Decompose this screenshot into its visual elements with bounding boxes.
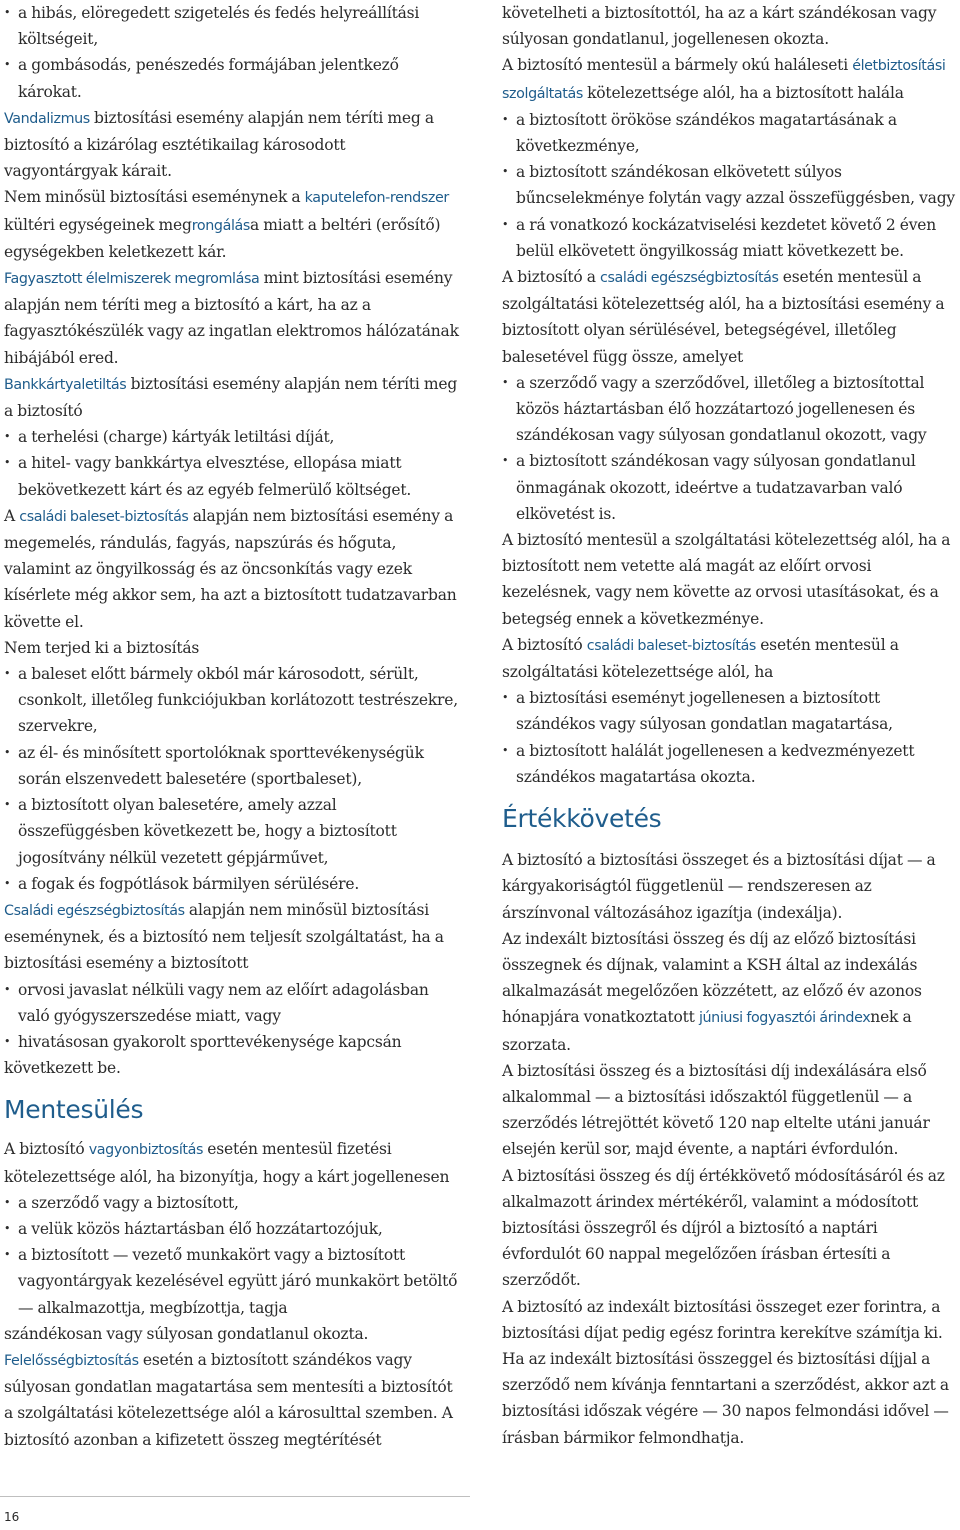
highlight-term: Felelősségbiztosítás (4, 1352, 139, 1369)
paragraph-text: A (4, 506, 20, 525)
bullet-list (4, 424, 460, 503)
highlight-term: vagyonbiztosítás (88, 1142, 204, 1159)
paragraph-nem-terjed: Nem terjed ki a biztosítás (4, 638, 200, 657)
highlight-term: rongálás (191, 217, 250, 234)
highlight-term: családi baleset-biztosítás (19, 508, 189, 525)
paragraph-text: kültéri egységeinek meg (4, 215, 192, 234)
paragraph-egeszseg (4, 897, 460, 977)
paragraph-text: a miatt a beltéri (erősítő) egységekben keletkezett kár. (4, 215, 441, 261)
highlight-term: Vandalizmus (4, 110, 90, 127)
paragraph-continuation: követelheti a biztosítottól, ha az a kárt szándékosan vagy súlyosan gondatlanul, jogellenesen okozta. (502, 4, 937, 49)
paragraph-text: Az indexált biztosítási összeg és díj az előző biztosítási összegnek és díjnak, valamint a KSH által az indexálás alkalmazását megelőzően közzétett, az előző év azonos hónapjára vonatkoztatott (502, 929, 922, 1027)
section-heading-ertekkovetes: Értékkövetés (502, 804, 662, 834)
paragraph-text: kötelezettsége alól, ha a biztosított halála (582, 83, 904, 102)
paragraph-text: esetén mentesül a szolgáltatási kötelezettsége alól, ha (502, 635, 899, 682)
list-item: • a gombásodás, penészedés formájában jelentkező károkat. (4, 52, 460, 104)
paragraph-baleset (502, 632, 958, 685)
paragraph-egeszseg (502, 264, 958, 370)
paragraph-text: A biztosító a (502, 268, 600, 287)
paragraph-text: biztosítási esemény alapján nem téríti meg a biztosító a kizárólag esztétikailag károsodott vagyontárgyak kárait. (4, 108, 434, 181)
list-item: • a terhelési (charge) kártyák letiltási díját, (4, 424, 460, 450)
list-item: • a biztosított olyan balesetére, amely azzal összefüggésben következett be, hogy a biztosított jogosítvány nélkül vezetett gépjárművet, (4, 792, 460, 871)
list-item: • a baleset előtt bármely okból már károsodott, sérült, csonkolt, illetőleg funkciójukban korlátozott testrészekre, szervekre, (4, 661, 460, 740)
paragraph-text: esetén mentesül fizetési kötelezettsége alól, ha bizonyítja, hogy a kárt jogellenesen (4, 1140, 450, 1186)
paragraph-ertek-2 (502, 926, 958, 1058)
highlight-term: családi baleset-biztosítás (586, 637, 756, 654)
highlight-term: családi egészségbiztosítás (600, 270, 779, 287)
paragraph-ertek-6: Ha az indexált biztosítási összeggel és biztosítási díjjal a szerződő nem kívánja fenntartani a szerződést, akkor azt a biztosítási időszak végére — 30 napos felmondási idővel — írásban bármikor felmondhatja. (502, 1349, 949, 1447)
footer-divider (0, 1496, 470, 1497)
left-column (4, 0, 460, 1453)
bullet-list (4, 1190, 460, 1321)
list-item: • a szerződő vagy a biztosított, (4, 1190, 460, 1216)
paragraph-text: Nem minősül biztosítási eseménynek a (4, 188, 305, 207)
highlight-term: Fagyasztott élelmiszerek megromlása (4, 271, 260, 288)
highlight-term: Családi egészségbiztosítás (4, 902, 185, 919)
list-item: • a biztosított — vezető munkakört vagy a biztosított vagyontárgyak kezelésével együtt járó munkakört betöltő — alkalmazottja, megbízottja, tagja (4, 1242, 460, 1321)
paragraph-fagyaszto (4, 265, 460, 371)
paragraph-baleset (4, 503, 460, 635)
bullet-list (502, 107, 958, 264)
paragraph-text: mint biztosítási esemény alapján nem téríti meg a biztosító a kárt, ha az a fagyasztókészülék vagy az ingatlan elektromos hálózatának hibájából ered. (4, 269, 459, 367)
list-item: • a hitel- vagy bankkártya elvesztése, ellopása miatt bekövetkezett kárt és az egyéb felmerülő költséget. (4, 450, 460, 502)
highlight-term: életbiztosítási szolgáltatás (502, 58, 946, 102)
paragraph-vagyon (4, 1136, 460, 1189)
paragraph-text: nek a szorzata. (502, 1008, 912, 1054)
paragraph-text: A biztosító mentesül a bármely okú haláleseti (502, 56, 853, 75)
list-item: • a fogak és fogpótlások bármilyen sérülésére. (4, 871, 460, 897)
list-item: • a hibás, elöregedett szigetelés és fedés helyreállítási költségeit, (4, 0, 460, 52)
paragraph-ertek-1: A biztosító a biztosítási összeget és a biztosítási díjat — a kárgyakoriságtól függetlenül — rendszeresen az árszínvonal változásához igazítja (indexálja). (502, 851, 936, 922)
paragraph-ertek-4: A biztosítási összeg és díj értékkövető módosításáról és az alkalmazott árindex mértékéről, valamint a módosított biztosítási összegről és díjról a biztosító a naptári évfordulót 60 nappal megelőzően írásban értesíti a szerződőt. (502, 1166, 945, 1290)
page-number: 16 (4, 1510, 20, 1524)
list-item: • hivatásosan gyakorolt sporttevékenysége kapcsán (4, 1029, 460, 1055)
bullet-list (502, 685, 958, 790)
bullet-list (4, 661, 460, 897)
paragraph-bankkartya (4, 371, 460, 424)
list-item: • az él- és minősített sportolóknak sporttevékenységük során elszenvedett balesetére (sportbaleset), (4, 740, 460, 792)
paragraph-eletbiztositas (502, 52, 958, 106)
paragraph-szandekosan: szándékosan vagy súlyosan gondatlanul okozta. (4, 1324, 369, 1343)
paragraph-ertek-3: A biztosítási összeg és a biztosítási díj indexálására első alkalommal — a biztosítási időszaktól függetlenül — a szerződés létrejöttét követő 120 nap eltelte utáni január elsején kerül sor, majd évente, a naptári évfordulón. (502, 1061, 930, 1159)
paragraph-ertek-5: A biztosító az indexált biztosítási összeget ezer forintra, a biztosítási díjat pedig egész forintra kerekítve számítja ki. (502, 1297, 943, 1342)
bullet-list (502, 370, 958, 527)
list-item: • a biztosított örököse szándékos magatartásának a következménye, (502, 107, 958, 159)
paragraph-orvosi: A biztosító mentesül a szolgáltatási kötelezettség alól, ha a biztosított nem vetette alá magát az előírt orvosi kezelésnek, vagy nem követte az orvosi utasításokat, és a betegség ennek a következménye. (502, 531, 951, 628)
paragraph-kaputelefon (4, 184, 460, 265)
list-item: • a rá vonatkozó kockázatviselési kezdetet követő 2 éven belül elkövetett öngyilkosság miatt következett be. (502, 212, 958, 264)
paragraph-felelosseg (4, 1347, 460, 1453)
list-item: • a biztosított szándékosan elkövetett súlyos bűncselekménye folytán vagy azzal összefüggésben, vagy (502, 159, 958, 211)
list-item: • a szerződő vagy a szerződővel, illetőleg a biztosítottal közös háztartásban élő hozzátartozó jogellenesen és szándékosan vagy súlyosan gondatlanul okozott, vagy (502, 370, 958, 449)
paragraph-text: alapján nem biztosítási esemény a megemelés, rándulás, fagyás, napszúrás és hőguta, valamint az öngyilkosság és az öncsonkítás vagy ezek kísérlete még akkor sem, ha azt a biztosított tudatzavarban követte el. (4, 506, 457, 631)
highlight-term: kaputelefon-rendszer (304, 190, 449, 207)
list-item: • a biztosított halálát jogellenesen a kedvezményezett szándékos magatartása okozta. (502, 738, 958, 790)
highlight-term: júniusi fogyasztói árindex (698, 1010, 871, 1027)
paragraph-kovetkezett: következett be. (4, 1059, 121, 1078)
paragraph-vandalizmus (4, 105, 460, 185)
paragraph-text: biztosítási esemény alapján nem téríti meg a biztosító (4, 374, 458, 421)
paragraph-text: esetén a biztosított szándékos vagy súlyosan gondatlan magatartása sem mentesíti a biztosítót a szolgáltatási kötelezettsége alól a károsulttal szemben. A biztosító azonban a kifizetett összeg megtérítését (4, 1350, 453, 1449)
paragraph-text: esetén mentesül a szolgáltatási kötelezettség alól, ha a biztosítási esemény a biztosított olyan sérülésével, betegségével, illetőleg balesetével függ össze, amelyet (502, 268, 945, 366)
highlight-term: Bankkártyaletiltás (4, 376, 127, 393)
paragraph-text: A biztosító (4, 1140, 89, 1159)
right-column (502, 0, 958, 1451)
bullet-list (4, 0, 460, 105)
list-item: • a velük közös háztartásban élő hozzátartozójuk, (4, 1216, 460, 1242)
list-item: • a biztosítási eseményt jogellenesen a biztosított szándékos vagy súlyosan gondatlan magatartása, (502, 685, 958, 737)
list-item: • a biztosított szándékosan vagy súlyosan gondatlanul önmagának okozott, ideértve a tudatzavarban való elkövetést is. (502, 448, 958, 527)
paragraph-text: A biztosító (502, 635, 587, 654)
list-item: • orvosi javaslat nélküli vagy nem az előírt adagolásban való gyógyszerszedése miatt, vagy (4, 977, 460, 1029)
bullet-list (4, 977, 460, 1056)
paragraph-text: alapján nem minősül biztosítási eseménynek, és a biztosító nem teljesít szolgáltatást, ha a biztosítási esemény a biztosított (4, 900, 444, 973)
section-heading-mentesules: Mentesülés (4, 1095, 144, 1125)
